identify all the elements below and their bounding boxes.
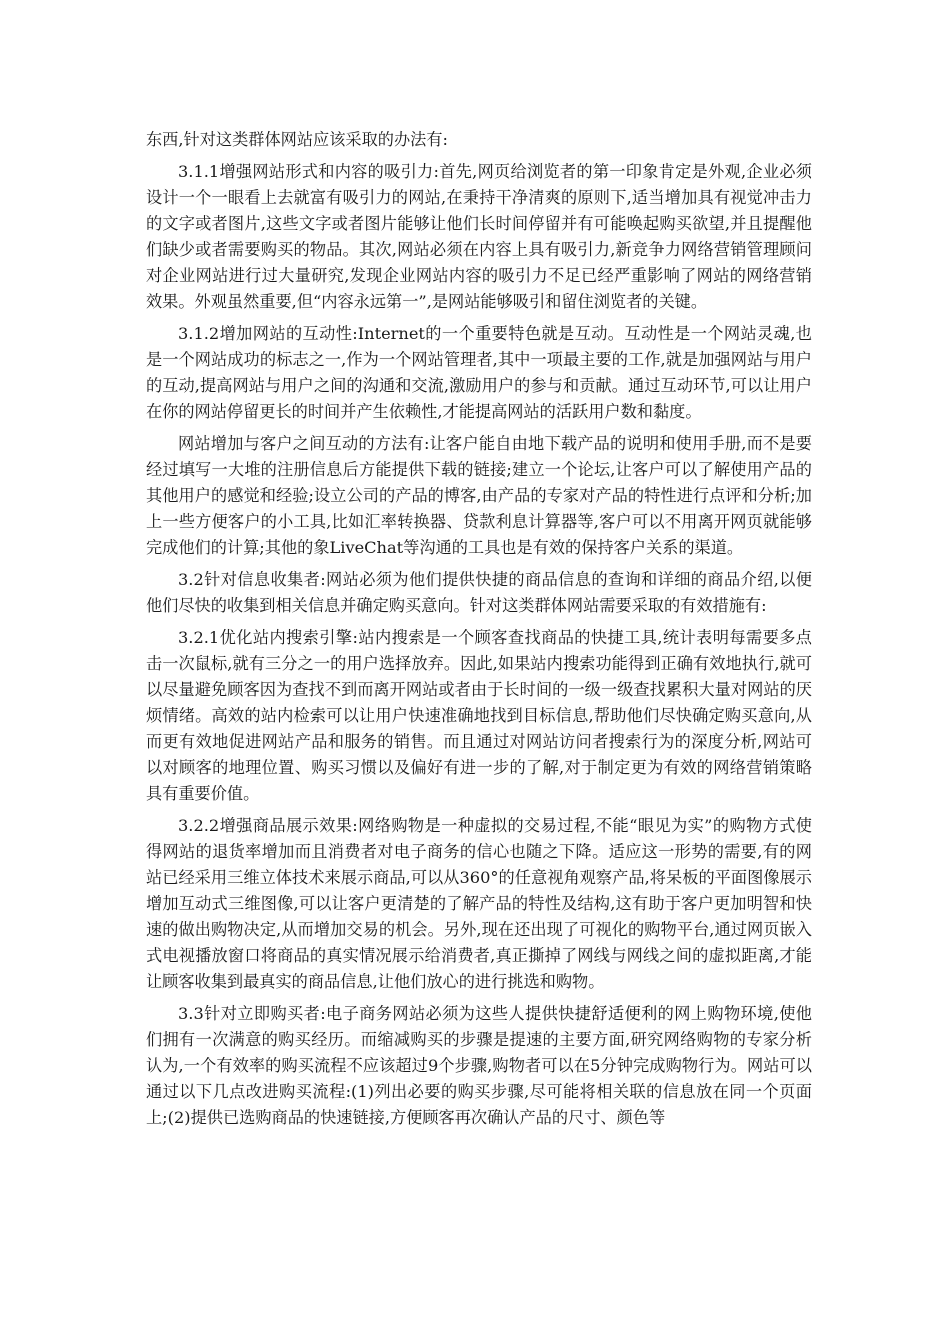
paragraph-3-2-2: 3.2.2增强商品展示效果:网络购物是一种虚拟的交易过程,不能“眼见为实”的购物方式使得网站的退货率增加而且消费者对电子商务的信心也随之下降。适应这一形势的需要,有的网站已经采用三维立体技术来展示商品,可以从360°的任意视角观察产品,将呆板的平面图像展示增加互动式三维图像,可以让客户更清楚的了解产品的特性及结构,这有助于客户更加明智和快速的做出购物决定,从而增加交易的机会。另外,现在还出现了可视化的购物平台,通过网页嵌入式电视播放窗口将商品的真实情况展示给消费者,真正撕掉了网线与网线之间的虚拟距离,才能让顾客收集到最真实的商品信息,让他们放心的进行挑选和购物。 (146, 816, 812, 991)
paragraph-3-2: 3.2针对信息收集者:网站必须为他们提供快捷的商品信息的查询和详细的商品介绍,以便他们尽快的收集到相关信息并确定购买意向。针对这类群体网站需要采取的有效措施有: (146, 570, 812, 615)
paragraph-3-3: 3.3针对立即购买者:电子商务网站必须为这些人提供快捷舒适便利的网上购物环境,使他们拥有一次满意的购买经历。而缩减购买的步骤是提速的主要方面,研究网络购物的专家分析认为,一个有效率的购买流程不应该超过9个步骤,购物者可以在5分钟完成购物行为。网站可以通过以下几点改进购买流程:(1)列出必要的购买步骤,尽可能将相关联的信息放在同一个页面上;(2)提供已选购商品的快速链接,方便顾客再次确认产品的尺寸、颜色等 (146, 1004, 812, 1127)
paragraph-3-2-1: 3.2.1优化站内搜索引擎:站内搜索是一个顾客查找商品的快捷工具,统计表明每需要多点击一次鼠标,就有三分之一的用户选择放弃。因此,如果站内搜索功能得到正确有效地执行,就可以尽量避免顾客因为查找不到而离开网站或者由于长时间的一级一级查找累积大量对网站的厌烦情绪。高效的站内检索可以让用户快速准确地找到目标信息,帮助他们尽快确定购买意向,从而更有效地促进网站产品和服务的销售。而且通过对网站访问者搜索行为的深度分析,网站可以对顾客的地理位置、购买习惯以及偏好有进一步的了解,对于制定更为有效的网络营销策略具有重要价值。 (146, 628, 812, 803)
paragraph-continuation: 东西,针对这类群体网站应该采取的办法有: (146, 130, 448, 149)
document-body (146, 127, 812, 1137)
paragraph-interaction-methods: 网站增加与客户之间互动的方法有:让客户能自由地下载产品的说明和使用手册,而不是要经过填写一大堆的注册信息后方能提供下载的链接;建立一个论坛,让客户可以了解使用产品的其他用户的感觉和经验;设立公司的产品的博客,由产品的专家对产品的特性进行点评和分析;加上一些方便客户的小工具,比如汇率转换器、贷款利息计算器等,客户可以不用离开网页就能够完成他们的计算;其他的象LiveChat等沟通的工具也是有效的保持客户关系的渠道。 (146, 434, 812, 557)
paragraph-3-1-1: 3.1.1增强网站形式和内容的吸引力:首先,网页给浏览者的第一印象肯定是外观,企业必须设计一个一眼看上去就富有吸引力的网站,在秉持干净清爽的原则下,适当增加具有视觉冲击力的文字或者图片,这些文字或者图片能够让他们长时间停留并有可能唤起购买欲望,并且提醒他们缺少或者需要购买的物品。其次,网站必须在内容上具有吸引力,新竞争力网络营销管理顾问对企业网站进行过大量研究,发现企业网站内容的吸引力不足已经严重影响了网站的网络营销效果。外观虽然重要,但“内容永远第一”,是网站能够吸引和留住浏览者的关键。 (146, 162, 812, 311)
paragraph-3-1-2: 3.1.2增加网站的互动性:Internet的一个重要特色就是互动。互动性是一个网站灵魂,也是一个网站成功的标志之一,作为一个网站管理者,其中一项最主要的工作,就是加强网站与用户的互动,提高网站与用户之间的沟通和交流,激励用户的参与和贡献。通过互动环节,可以让用户在你的网站停留更长的时间并产生依赖性,才能提高网站的活跃用户数和黏度。 (146, 324, 812, 421)
